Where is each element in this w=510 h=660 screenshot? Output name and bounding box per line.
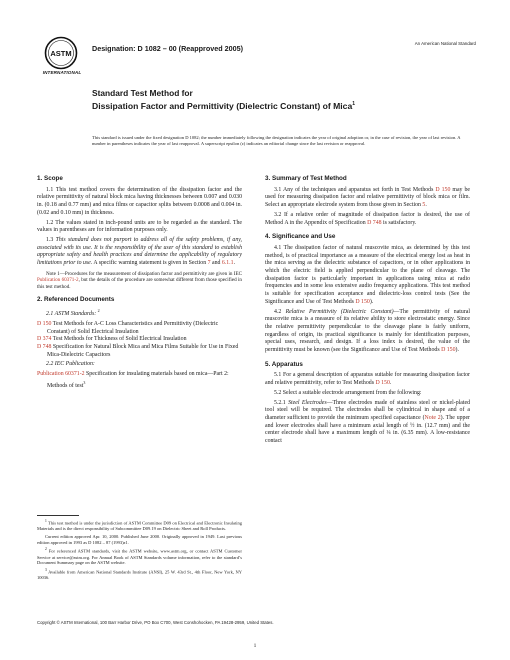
standard-type: Standard Test Method for [92,88,193,98]
paragraph-3-1: 3.1 Any of the techniques and apparatus set forth in Test Methods D 150 may be used for measuring dissipation factor and relative permittivity of block mica or film. Select an appropriate electrode system from those given in Section 5. [265,186,470,209]
section-heading-scope: 1. Scope [37,175,63,182]
logo-text: ASTM [50,49,72,58]
paragraph-2-2: 2.2 IEC Publication: [46,361,95,368]
paragraph-5-2: 5.2 Select a suitable electrode arrangement from the following: [274,389,422,396]
right-column [265,175,470,448]
reference-item: D 374 Test Methods for Thickness of Solid Electrical Insulation [37,336,187,343]
national-standard-label: An American National Standard [414,41,476,46]
astm-logo [44,36,78,70]
paragraph-1-3: 1.3 This standard does not purport to address all of the safety problems, if any, associated with its use. It is the responsibility of the user of this standard to establish appropriate safety and health practices and determine the applicability of regulatory limitations prior to use. A specific warning statement is given in Section 7 and 6.1.1. [37,236,242,267]
footnote-2: $^2$ For referenced ASTM standards, visit the ASTM website, www.astm.org, or contact ASTM Customer Service at service@astm.org. For Annual Book of ASTM Standards volume information, refer to the standard’s Document Summary page on the ASTM website. [37,547,242,566]
iec-publication-link[interactable]: Publication 60371-2 [37,277,79,284]
page-number: 1 [253,643,257,649]
section-6-1-1-link[interactable]: 6.1.1 [221,260,234,267]
footnote-3: $^3$ Available from American National Standards Institute (ANSI), 25 W. 43rd St., 4th Floor, New York, NY 10036. [37,567,242,581]
document-title: Dissipation Factor and Permittivity (Dielectric Constant) of Mica$^1$ [92,100,356,111]
issue-note: This standard is issued under the fixed designation D 1082; the number immediately following the designation indicates the year of original adoption or, in the case of revision, the year of last revision. A number in parentheses indicates the year of last reapproval. A superscript epsilon (ε) indicates an editorial change since the last revision or reapproval. [92,135,461,147]
reference-link-d150[interactable]: D 150 [37,320,52,327]
footnote-divider [37,515,79,516]
d150-link[interactable]: D 150 [355,298,370,305]
section-heading-referenced-documents: 2. Referenced Documents [37,295,115,303]
paragraph-3-2: 3.2 If a relative order of magnitude of dissipation factor is desired, the use of Method A in the Appendix of Specification D 748 is satisfactory. [265,211,470,226]
section-heading-summary: 3. Summary of Test Method [265,175,347,182]
reference-link-iec[interactable]: Publication 60371-2 [37,371,85,378]
reference-item: D 150 Test Methods for A-C Loss Characteristics and Permittivity (Dielectric Constant) of Solid Electrical Insulation [37,320,219,335]
d150-link[interactable]: D 150 [375,380,390,387]
paragraph-5-1: 5.1 For a general description of apparatus suitable for measuring dissipation factor and relative permittivity, refer to Test Methods D 150. [265,372,470,387]
copyright-line: Copyright © ASTM International, 100 Barr Harbor Drive, PO Box C700, West Conshohocken, PA 19428-2959, United States. [37,620,274,625]
section-heading-apparatus: 5. Apparatus [265,360,303,368]
paragraph-4-1: 4.1 The dissipation factor of natural muscovite mica, as determined by this test method, is of practical importance as a measure of the electrical energy lost as heat in the mica serving as the dielectric substance of capacitors, or in other applications in which the electric field is applied perpendicular to the plane of cleavage. The dissipation factor is particularly important in applications using mica at radio frequencies and in some less extensive audio frequency applications. This test method is suitable for specification acceptance and dielectric-loss control tests (See the Significance and Use of Test Methods D 150). [265,244,470,305]
footnote-1: $^1$ This test method is under the jurisdiction of ASTM Committee D09 on Electrical and Electronic Insulating Materials and is the direct responsibility of Subcommittee D09.19 on Dielectric Sheet and Roll Products. [37,519,242,532]
title-footnote-marker[interactable]: 1 [352,101,356,107]
paragraph-4-2: 4.2 Relative Permittivity (Dielectric Constant)—The permittivity of natural muscovite mica is a measure of its relative ability to store electrostatic energy. Since the relative permittivity perpendicular to the cleavage plane is fairly uniform, regardless of origin, its practical significance is mainly for identification purposes, special uses, research, and design. If a loss index is desired, the value of the permittivity must be known (see the Significance and Use of Test Methods D 150). [265,308,471,354]
section-5-link[interactable]: 5 [422,202,426,209]
note-1: Note 1—Procedures for the measurement of dissipation factor and permittivity are given in IEC Publication 60371-2, but the details of the procedure are somewhat different from those specified in this test method. [37,270,242,290]
footnotes [37,519,242,583]
paragraph-5-2-1: 5.2.1 Steel Electrodes—Three electrodes made of stainless steel or nickel-plated tool steel will be required. The electrodes shall be cylindrical in shape and of a diameter sufficient to provide the minimum specified capacitance (Note 2). The upper and lower electrodes shall have a minimum axial length of ½ in. (12.7 mm) and the center electrode shall have a maximum length of ¼ in. (6.35 mm). A low-resistance contact [265,399,470,445]
reference-link-d374[interactable]: D 374 [37,336,52,343]
logo-caption: INTERNATIONAL [42,70,82,75]
d748-link[interactable]: D 748 [367,219,382,226]
footnote-1-edition: Current edition approved Apr. 10, 2000. Published June 2000. Originally approved in 1949. Last previous edition approved in 1993 as D 1082 – 87 (1993)ε1. [37,533,242,545]
d150-link[interactable]: D 150 [441,347,456,354]
paragraph-1-2: 1.2 The values stated in inch-pound units are to be regarded as the standard. The values in parentheses are for information purposes only. [37,219,242,234]
paragraph-1-1: 1.1 This test method covers the determination of the dissipation factor and the relative permittivity of natural block mica having thicknesses between 0.007 and 0.030 in. (0.18 and 0.77 mm) and mica films or capacitor splits between 0.0008 and 0.004 in. (0.02 and 0.10 mm) in thickness. [37,186,242,216]
note-2-link[interactable]: Note 2 [424,414,441,421]
section-7-link[interactable]: 7 [207,260,211,267]
reference-item: D 748 Specification for Natural Block Mica and Mica Films Suitable for Use in Fixed Mica-Dielectric Capacitors [37,343,239,358]
reference-link-d748[interactable]: D 748 [37,343,52,350]
paragraph-2-1: 2.1 ASTM Standards: $^2$ [46,308,100,318]
left-column [37,175,242,390]
designation: Designation: D 1082 – 00 (Reapproved 2005) [92,44,243,53]
d150-link[interactable]: D 150 [435,186,451,193]
section-heading-significance: 4. Significance and Use [265,233,336,241]
reference-item: Publication 60371-2 Specification for insulating materials based on mica—Part 2: Methods of test$^3$ [37,371,229,389]
